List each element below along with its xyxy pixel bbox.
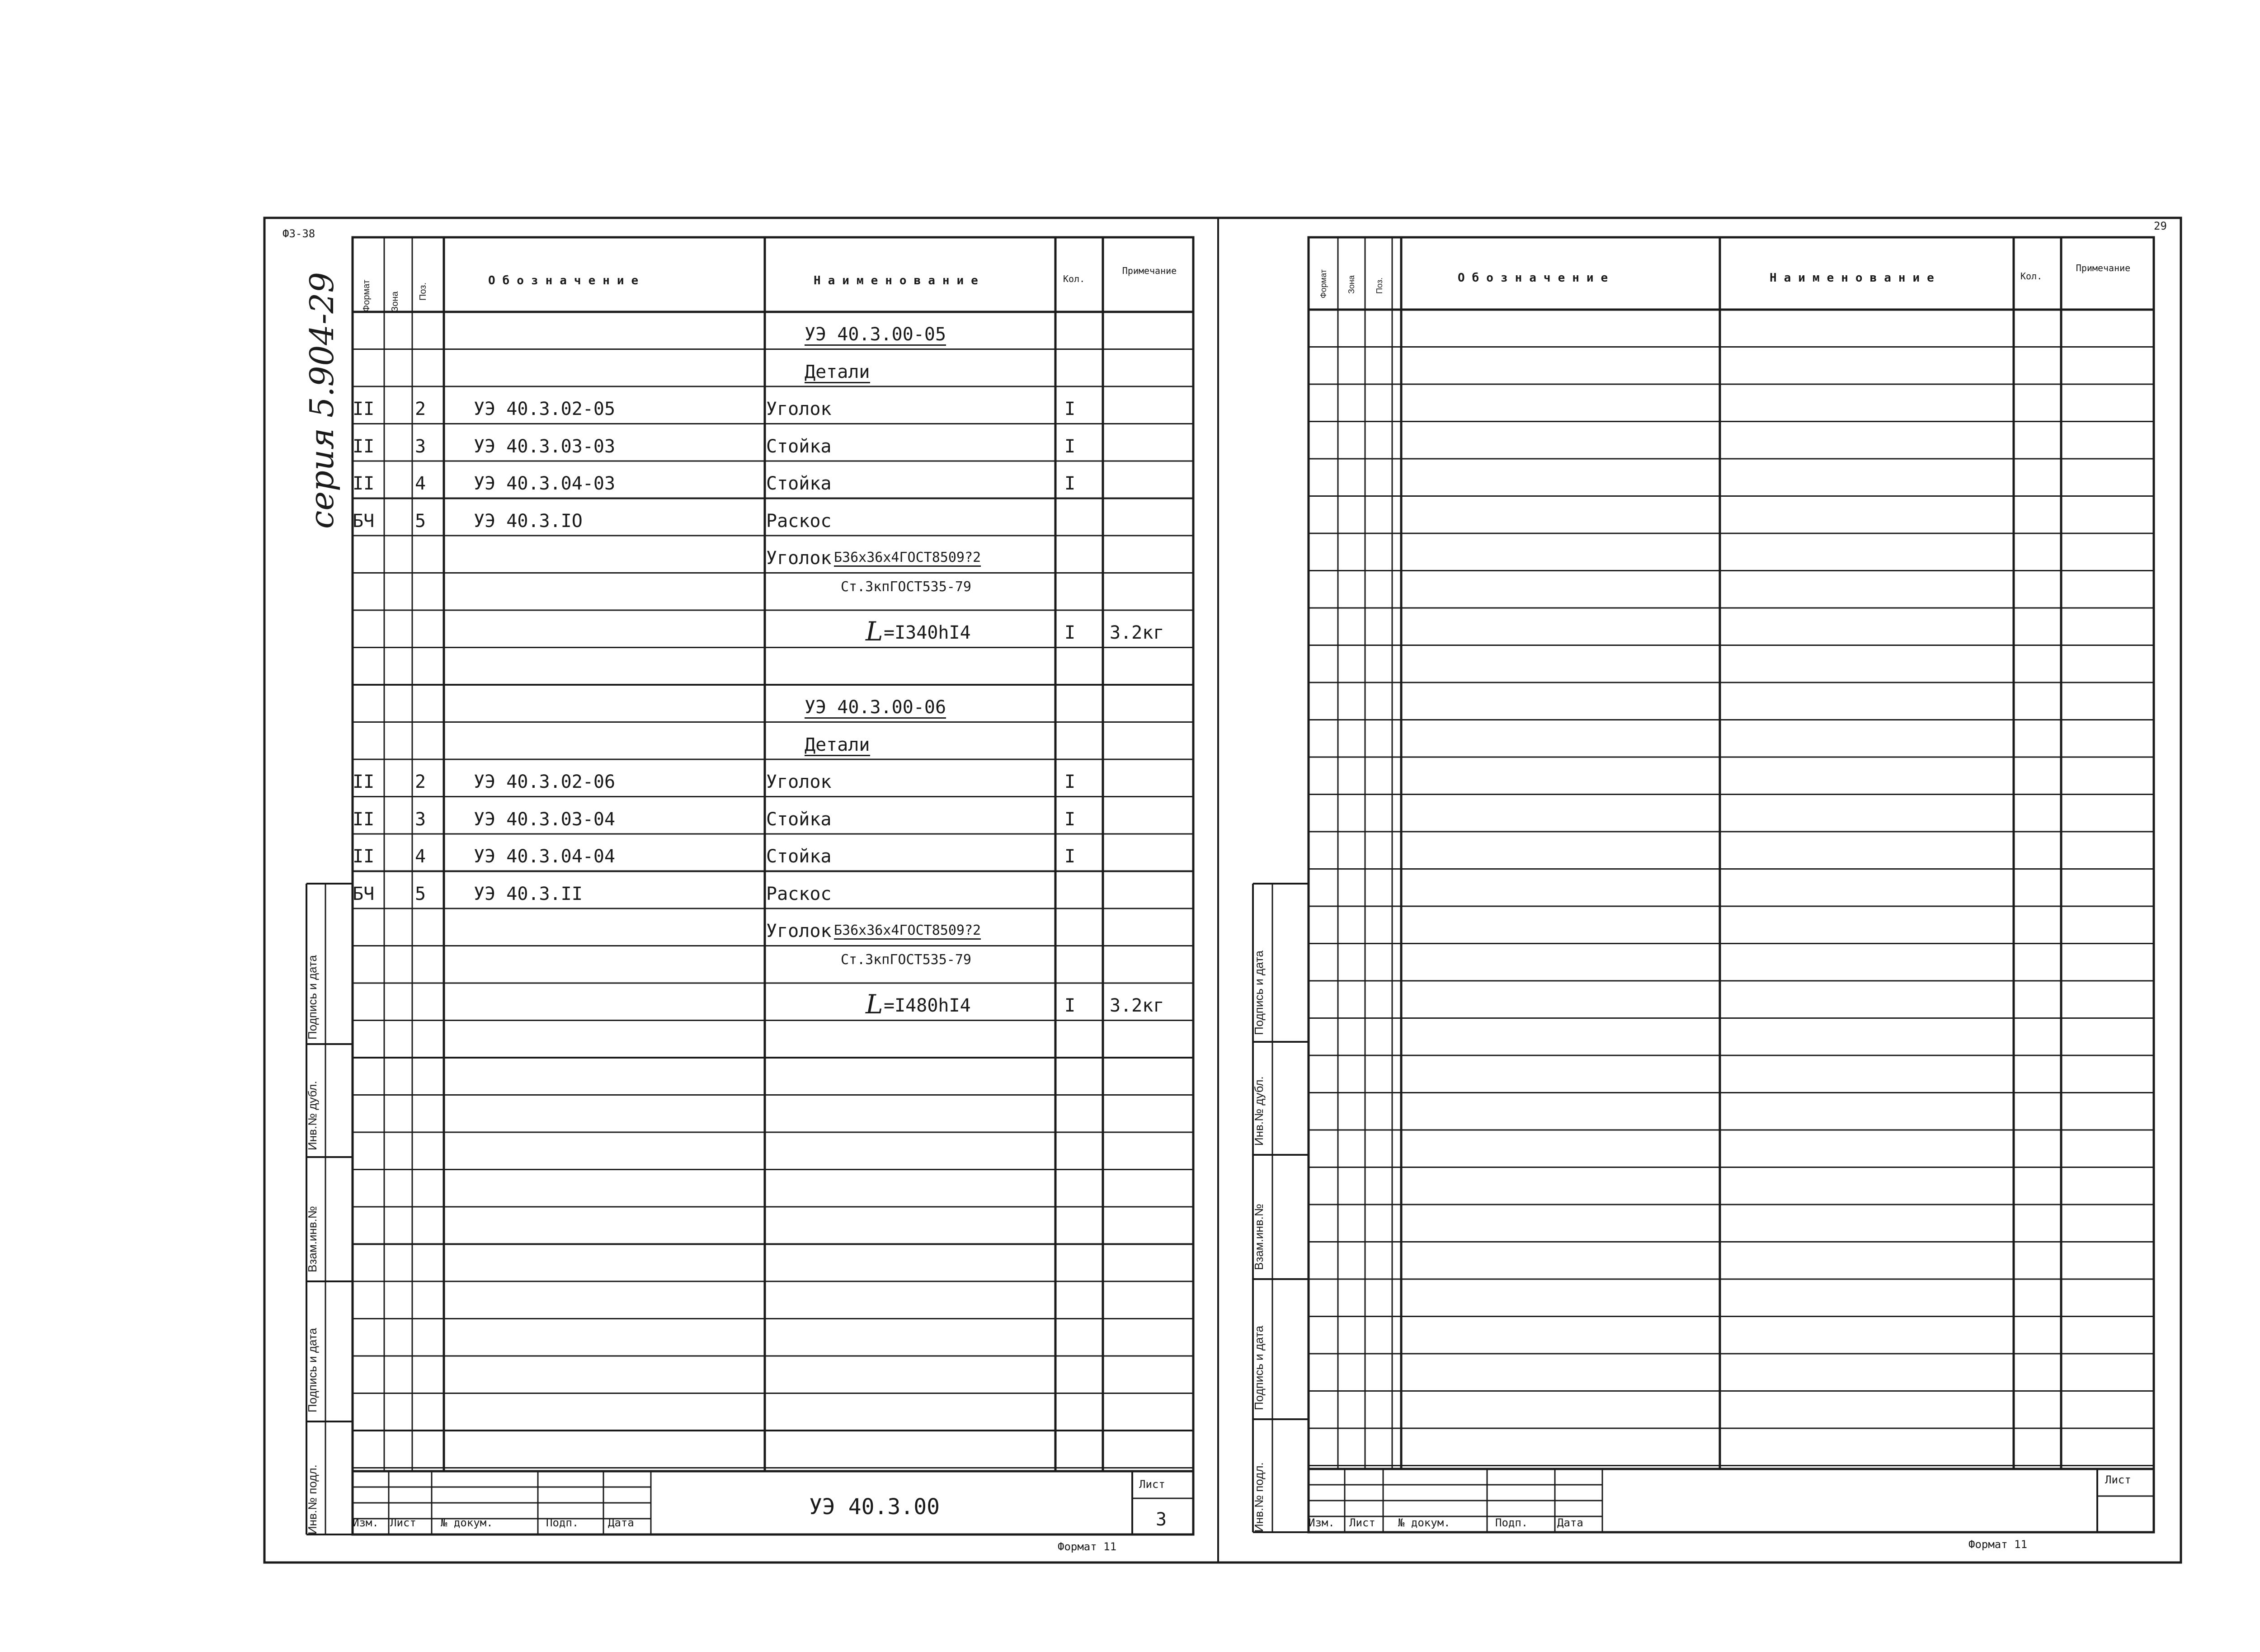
corner-mark: ФЗ-38 bbox=[282, 227, 315, 240]
row-designation: УЭ 40.3.03-03 bbox=[474, 436, 616, 457]
row-material-spec: Ст.3кпГОСТ535-79 bbox=[841, 579, 971, 595]
row-note: 3.2кг bbox=[1110, 622, 1164, 643]
row-designation: УЭ 40.3.03-04 bbox=[474, 809, 616, 830]
r-tb-col-list: Лист bbox=[1349, 1516, 1375, 1529]
row-name: Стойка bbox=[766, 436, 832, 457]
stamp-r-sign-date-1: Подпись и дата bbox=[1252, 950, 1266, 1035]
row-format: БЧ bbox=[353, 510, 375, 532]
stamp-r-sign-date-2: Подпись и дата bbox=[1252, 1325, 1266, 1410]
row-position: 4 bbox=[415, 473, 426, 494]
tb-col-izm: Изм. bbox=[353, 1516, 379, 1529]
row-position: 5 bbox=[415, 883, 426, 904]
row-name: Уголок bbox=[766, 772, 832, 792]
row-designation: УЭ 40.3.IO bbox=[474, 510, 583, 532]
row-length-prefix: L bbox=[866, 989, 883, 1020]
header-designation: Обозначение bbox=[488, 274, 646, 287]
row-name: Раскос bbox=[766, 883, 832, 904]
row-profile-spec: Б36х36х4ГОСТ8509?2 bbox=[834, 924, 981, 940]
row-length-prefix: L bbox=[866, 616, 883, 647]
row-designation: УЭ 40.3.02-05 bbox=[474, 399, 616, 419]
tb-col-list: Лист bbox=[390, 1516, 416, 1529]
row-material-spec: Ст.3кпГОСТ535-79 bbox=[841, 951, 971, 968]
row-position: 2 bbox=[415, 772, 426, 792]
row-note: 3.2кг bbox=[1110, 995, 1164, 1016]
header-position: Поз. bbox=[418, 282, 428, 301]
r-header-designation: Обозначение bbox=[1458, 271, 1615, 285]
tb-col-doc: № докум. bbox=[441, 1516, 493, 1529]
row-designation: УЭ 40.3.04-04 bbox=[474, 846, 616, 867]
r-header-qty: Кол. bbox=[2020, 271, 2043, 282]
r-tb-col-sign: Подп. bbox=[1495, 1516, 1528, 1529]
group-heading: Детали bbox=[805, 361, 870, 382]
stamp-orig-inv: Инв.№ подл. bbox=[306, 1464, 319, 1534]
sheet-corner-number: 29 bbox=[2154, 220, 2167, 232]
row-format: II bbox=[353, 846, 375, 867]
row-name: Раскос bbox=[766, 510, 832, 532]
row-qty: I bbox=[1064, 622, 1076, 643]
group-heading: УЭ 40.3.00-06 bbox=[805, 697, 946, 718]
row-qty: I bbox=[1064, 473, 1076, 494]
stamp-dup-inv: Инв.№ дубл. bbox=[306, 1081, 319, 1150]
tb-col-sign: Подп. bbox=[546, 1516, 579, 1529]
header-name: Наименование bbox=[814, 274, 985, 287]
row-name: Стойка bbox=[766, 846, 832, 867]
row-position: 2 bbox=[415, 399, 426, 419]
group-heading: Детали bbox=[805, 734, 870, 755]
series-label: серия 5.904-29 bbox=[303, 272, 341, 529]
document-code: УЭ 40.3.00 bbox=[809, 1494, 940, 1520]
row-position: 5 bbox=[415, 510, 426, 532]
row-format: II bbox=[353, 772, 375, 792]
row-qty: I bbox=[1064, 399, 1076, 419]
header-zone: Зона bbox=[390, 291, 400, 312]
stamp-replace-inv: Взам.инв.№ bbox=[306, 1206, 319, 1272]
row-format: II bbox=[353, 473, 375, 494]
group-heading: УЭ 40.3.00-05 bbox=[805, 324, 946, 345]
row-designation: УЭ 40.3.02-06 bbox=[474, 772, 616, 792]
stamp-r-replace-inv: Взам.инв.№ bbox=[1252, 1204, 1266, 1270]
format-note: Формат 11 bbox=[1058, 1540, 1117, 1553]
row-position: 4 bbox=[415, 846, 426, 867]
row-profile-spec: Б36х36х4ГОСТ8509?2 bbox=[834, 551, 981, 567]
row-length: =I480hI4 bbox=[884, 995, 971, 1016]
r-header-name: Наименование bbox=[1770, 271, 1941, 285]
row-designation: УЭ 40.3.04-03 bbox=[474, 473, 616, 494]
sheet-number: 3 bbox=[1156, 1509, 1167, 1530]
stamp-sign-date-2: Подпись и дата bbox=[306, 1327, 319, 1412]
row-qty: I bbox=[1064, 772, 1076, 792]
row-position: 3 bbox=[415, 436, 426, 457]
header-qty: Кол. bbox=[1063, 273, 1085, 284]
row-qty: I bbox=[1064, 436, 1076, 457]
stamp-r-dup-inv: Инв.№ дубл. bbox=[1252, 1076, 1266, 1146]
row-name: Уголок bbox=[766, 548, 832, 569]
row-qty: I bbox=[1064, 846, 1076, 867]
stamp-sign-date-1: Подпись и дата bbox=[306, 955, 319, 1040]
row-format: II bbox=[353, 399, 375, 419]
r-header-zone: Зона bbox=[1347, 275, 1356, 294]
r-format-note: Формат 11 bbox=[1968, 1538, 2028, 1551]
tb-col-date: Дата bbox=[608, 1516, 634, 1529]
row-length: =I340hI4 bbox=[884, 622, 971, 643]
row-format: II bbox=[353, 436, 375, 457]
row-name: Уголок bbox=[766, 399, 832, 419]
sheet-label: Лист bbox=[1139, 1478, 1165, 1491]
stamp-r-orig-inv: Инв.№ подл. bbox=[1252, 1462, 1266, 1532]
header-note: Примечание bbox=[1122, 265, 1177, 276]
r-header-note: Примечание bbox=[2076, 263, 2131, 273]
r-tb-col-doc: № докум. bbox=[1398, 1516, 1450, 1529]
r-tb-col-izm: Изм. bbox=[1309, 1516, 1335, 1529]
row-designation: УЭ 40.3.II bbox=[474, 883, 583, 904]
row-position: 3 bbox=[415, 809, 426, 830]
r-header-position: Поз. bbox=[1375, 278, 1384, 294]
r-header-format: Формат bbox=[1319, 269, 1328, 298]
row-name: Стойка bbox=[766, 809, 832, 830]
row-name: Стойка bbox=[766, 473, 832, 494]
row-qty: I bbox=[1064, 995, 1076, 1016]
row-format: БЧ bbox=[353, 883, 375, 904]
header-format: Формат bbox=[362, 279, 372, 312]
row-qty: I bbox=[1064, 809, 1076, 830]
r-tb-col-date: Дата bbox=[1557, 1516, 1583, 1529]
row-name: Уголок bbox=[766, 921, 832, 941]
r-sheet-label: Лист bbox=[2105, 1473, 2131, 1486]
row-format: II bbox=[353, 809, 375, 830]
